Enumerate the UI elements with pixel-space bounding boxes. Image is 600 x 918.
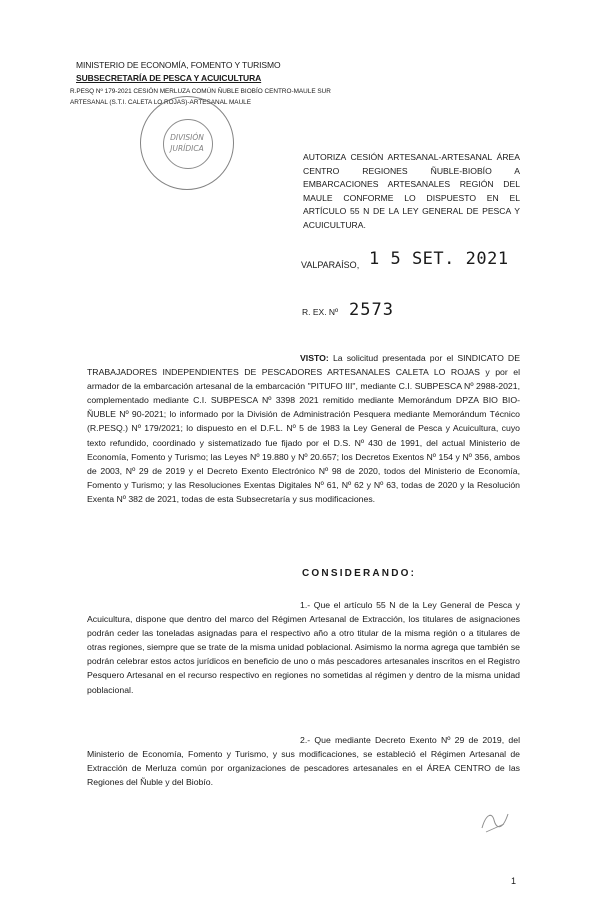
division-juridica-stamp (140, 96, 234, 190)
stamp-line-1: DIVISIÓN (170, 133, 204, 142)
considerando-item-1: 1.- Que el artículo 55 N de la Ley General de Pesca y Acuicultura, dispone que dentro del marco del Régimen Artesanal de Extracción, los titulares de asignaciones podrán ceder las toneladas asignadas para el respectivo año a otro titular de la misma región o a titulares de otras regiones, siempre que se trate de la misma unidad poblacional. Asimismo la norma agrega que también se podrán celebrar estos actos jurídicos en beneficio de uno o más pescadores artesanales inscritos en el Registro Pesquero Artesanal en el recurso respectivo en regiones no sometidas al régimen y dentro de la misma unidad poblacional. (87, 600, 520, 695)
reference-line-1: R.PESQ Nº 179-2021 CESIÓN MERLUZA COMÚN ÑUBLE BIOBÍO CENTRO-MAULE SUR (70, 88, 331, 95)
considerando-heading: CONSIDERANDO: (302, 568, 417, 579)
stamp-line-2: JURÍDICA (170, 144, 204, 153)
page-number: 1 (511, 876, 517, 886)
ministry-name: MINISTERIO DE ECONOMÍA, FOMENTO Y TURISMO (76, 60, 281, 70)
considerando-item-2: 2.- Que mediante Decreto Exento Nº 29 de 2019, del Ministerio de Economía, Fomento y Turismo, y sus modificaciones, se estableció el Régimen Artesanal de Extracción de Merluza común por organizaciones de pescadores artesanales en el ÁREA CENTRO de las Regiones del Ñuble y del Biobío. (87, 735, 520, 788)
date-stamp: 1 5 SET. 2021 (369, 249, 509, 269)
resolution-number: 2573 (349, 300, 394, 320)
resolution-label: R. EX. Nº (302, 307, 339, 317)
subsecretaria-name: SUBSECRETARÍA DE PESCA Y ACUICULTURA (76, 73, 262, 83)
date-label: VALPARAÍSO, (301, 260, 360, 270)
reference-line-2: ARTESANAL (S.T.I. CALETA LO ROJAS)-ARTESANAL MAULE (70, 99, 251, 106)
visto-paragraph (87, 351, 520, 506)
visto-label: VISTO: (300, 353, 329, 363)
initials-mark (478, 806, 512, 836)
document-title: AUTORIZA CESIÓN ARTESANAL-ARTESANAL ÁREA CENTRO REGIONES ÑUBLE-BIOBÍO A EMBARCACIONES ARTESANALES REGIÓN DEL MAULE CONFORME LO DISPUESTO EN EL ARTÍCULO 55 N DE LA LEY GENERAL DE PESCA Y ACUICULTURA. (303, 152, 520, 230)
visto-text: La solicitud presentada por el SINDICATO DE TRABAJADORES INDEPENDIENTES DE PESCADORES ARTESANALES CALETA LO ROJAS y por el armador de la embarcación artesanal de la embarcación "PITUFO III", mediante C.I. SUBPESCA Nº 2988-2021, complementado mediante C.I. SUBPESCA Nº 3398 2021 remitido mediante Memorándum DPZA BIO BIO-ÑUBLE Nº 90-2021; lo informado por la División de Administración Pesquera mediante Memorándum Técnico (R.PESQ.) Nº 179/2021; lo dispuesto en el D.F.L. Nº 5 de 1983 la Ley General de Pesca y Acuicultura, cuyo texto refundido, coordinado y sistematizado fue fijado por el D.S. Nº 430 de 1991, del actual Ministerio de Economía, Fomento y Turismo; las Leyes Nº 19.880 y Nº 20.657; los Decretos Exentos Nº 154 y Nº 356, ambos de 2003, Nº 29 de 2019 y el Decreto Exento Electrónico Nº 98 de 2020, todos del Ministerio de Economía, Fomento y Turismo; y las Resoluciones Exentas Digitales Nº 61, Nº 62 y Nº 63, todas de 2020 y la Resolución Exenta Nº 382 de 2021, todas de esta Subsecretaría y sus modificaciones. (87, 353, 521, 504)
